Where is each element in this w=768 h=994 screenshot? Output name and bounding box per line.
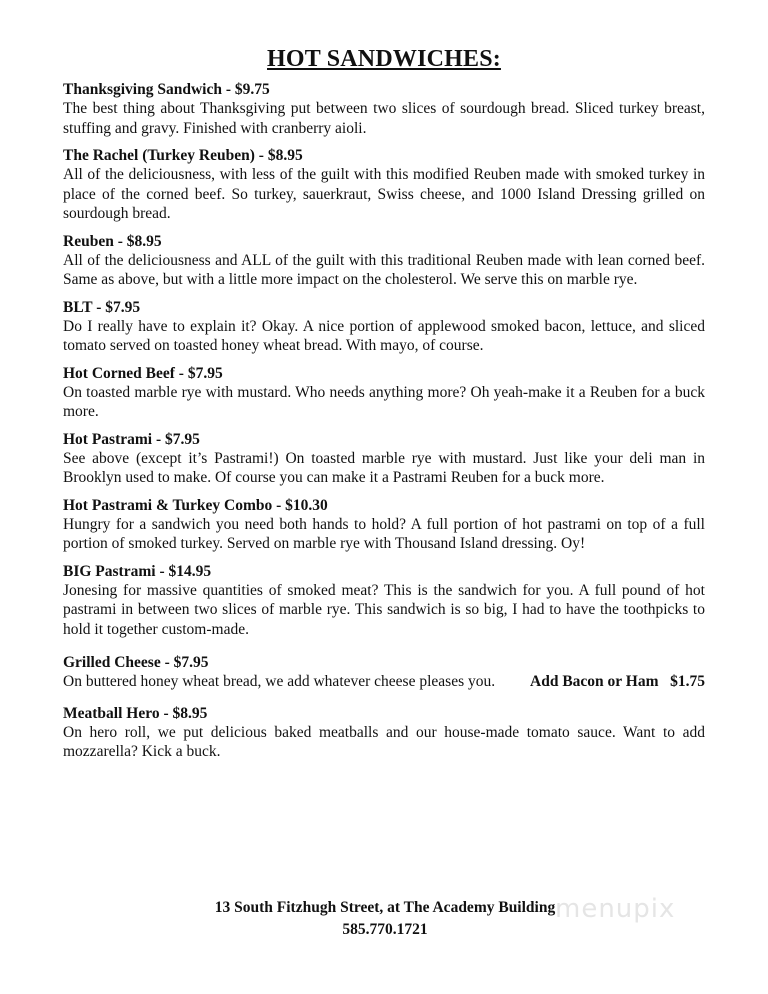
- menu-item: Reuben - $8.95 All of the deliciousness and ALL of the guilt with this traditional Reuben made with lean corned beef. Same as above, but with a little more impact on the cholesterol. We serve this on marble rye.: [63, 232, 705, 288]
- footer-phone: 585.770.1721: [342, 921, 428, 938]
- menu-item: The Rachel (Turkey Reuben) - $8.95 All of the deliciousness, with less of the guilt with this modified Reuben made with smoked turkey in place of the corned beef. So turkey, sauerkraut, Swiss cheese, and 1000 Island Dressing grilled on sourdough bread.: [63, 147, 705, 222]
- item-description: On buttered honey wheat bread, we add whatever cheese pleases you.: [63, 673, 496, 690]
- item-name: BIG Pastrami: [63, 562, 156, 580]
- item-price: $8.95: [172, 704, 208, 722]
- footer: [150, 897, 620, 941]
- item-price: $8.95: [126, 232, 162, 250]
- item-name: Grilled Cheese: [63, 654, 161, 671]
- item-description: The best thing about Thanksgiving put between two slices of sourdough bread. Sliced turkey breast, stuffing and gravy. Finished with cranberry aioli.: [63, 100, 705, 137]
- item-price: $7.95: [187, 364, 223, 382]
- item-description: Hungry for a sandwich you need both hands to hold? A full portion of hot pastrami on top of a full portion of smoked turkey. Served on marble rye with Thousand Island dressing. Oy!: [63, 515, 705, 552]
- item-name: Hot Pastrami: [63, 430, 153, 448]
- menu-item: Hot Pastrami & Turkey Combo - $10.30 Hungry for a sandwich you need both hands to hold? A full portion of hot pastrami on top of a full portion of smoked turkey. Served on marble rye with Thousand Island dressing. Oy!: [63, 496, 705, 552]
- item-description: Jonesing for massive quantities of smoked meat? This is the sandwich for you. A full pound of hot pastrami in between two slices of marble rye. This sandwich is so big, I had to have the toothpicks to hold it together custom-made.: [63, 581, 705, 638]
- menu-item: BLT - $7.95 Do I really have to explain it? Okay. A nice portion of applewood smoked bacon, lettuce, and sliced tomato served on toasted honey wheat bread. With mayo, of course.: [63, 298, 705, 354]
- addon-label: Add Bacon or Ham $1.75: [530, 673, 705, 690]
- menu-list: [63, 80, 705, 770]
- item-description: All of the deliciousness and ALL of the guilt with this traditional Reuben made with lean corned beef. Same as above, but with a little more impact on the cholesterol. We serve this on marble rye.: [63, 251, 705, 288]
- item-price: $10.30: [285, 496, 328, 514]
- menu-item: Thanksgiving Sandwich - $9.75 The best thing about Thanksgiving put between two slices of sourdough bread. Sliced turkey breast, stuffing and gravy. Finished with cranberry aioli.: [63, 81, 705, 137]
- addon-price: $1.75: [670, 673, 705, 690]
- item-name: Reuben: [63, 232, 114, 250]
- item-name: Hot Corned Beef: [63, 364, 179, 382]
- menu-item: BIG Pastrami - $14.95 Jonesing for massive quantities of smoked meat? This is the sandwich for you. A full pound of hot pastrami in between two slices of marble rye. This sandwich is so big, I had to have the toothpicks to hold it together custom-made.: [63, 562, 705, 638]
- item-name: Hot Pastrami & Turkey Combo: [63, 496, 273, 514]
- item-name: Meatball Hero: [63, 704, 160, 722]
- item-description: All of the deliciousness, with less of the guilt with this modified Reuben made with smoked turkey in place of the corned beef. So turkey, sauerkraut, Swiss cheese, and 1000 Island Dressing grilled on sourdough bread.: [63, 166, 705, 222]
- watermark-logo: menupix: [555, 894, 676, 924]
- item-price: $8.95: [267, 147, 303, 164]
- menu-item: Grilled Cheese - $7.95 On buttered honey wheat bread, we add whatever cheese pleases you. Add Bacon or Ham $1.75: [63, 654, 705, 690]
- item-description: Do I really have to explain it? Okay. A nice portion of applewood smoked bacon, lettuce, and sliced tomato served on toasted honey wheat bread. With mayo, of course.: [63, 317, 705, 354]
- menu-item: Meatball Hero - $8.95 On hero roll, we put delicious baked meatballs and our house-made tomato sauce. Want to add mozzarella? Kick a buck.: [63, 704, 705, 760]
- item-description: See above (except it’s Pastrami!) On toasted marble rye with mustard. Just like your deli man in Brooklyn used to make. Of course you can make it a Pastrami Reuben for a buck more.: [63, 449, 705, 486]
- menu-item: Hot Pastrami - $7.95 See above (except it’s Pastrami!) On toasted marble rye with mustard. Just like your deli man in Brooklyn used to make. Of course you can make it a Pastrami Reuben for a buck more.: [63, 430, 705, 486]
- item-price: $7.95: [165, 430, 200, 448]
- page-title: HOT SANDWICHES:: [267, 46, 501, 72]
- item-name: BLT: [63, 298, 93, 316]
- item-price: $9.75: [234, 81, 270, 98]
- item-description: On hero roll, we put delicious baked meatballs and our house-made tomato sauce. Want to add mozzarella? Kick a buck.: [63, 723, 705, 760]
- footer-address: 13 South Fitzhugh Street, at The Academy Building: [214, 899, 556, 916]
- item-price: $14.95: [168, 562, 212, 580]
- item-name: The Rachel (Turkey Reuben): [63, 147, 255, 164]
- item-description: On toasted marble rye with mustard. Who needs anything more? Oh yeah-make it a Reuben for a buck more.: [63, 383, 705, 420]
- item-price: $7.95: [173, 654, 209, 671]
- menu-item: Hot Corned Beef - $7.95 On toasted marble rye with mustard. Who needs anything more? Oh yeah-make it a Reuben for a buck more.: [63, 364, 705, 420]
- item-name: Thanksgiving Sandwich: [63, 81, 222, 98]
- item-price: $7.95: [105, 298, 141, 316]
